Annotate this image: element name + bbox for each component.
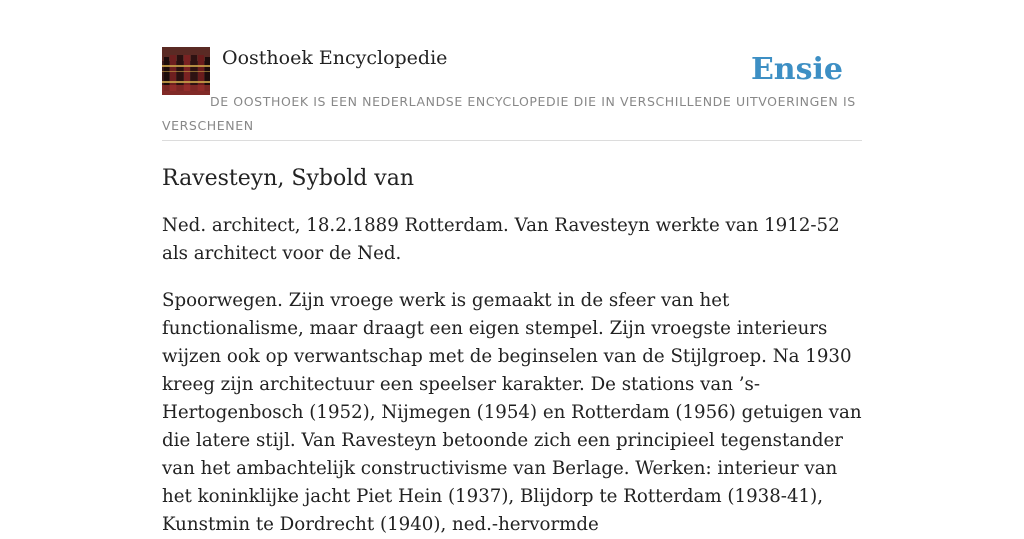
article (162, 160, 867, 539)
source-description: DE OOSTHOEK IS EEN NEDERLANDSE ENCYCLOPEDIE DIE IN VERSCHILLENDE UITVOERINGEN IS VERSCHENEN (162, 94, 856, 133)
source-header (162, 46, 862, 141)
encyclopedia-books-icon (162, 47, 210, 95)
article-paragraph: Ned. architect, 18.2.1889 Rotterdam. Van Ravesteyn werkte van 1912-52 als architect voor de Ned. (162, 215, 840, 264)
article-title: Ravesteyn, Sybold van (162, 166, 415, 191)
article-paragraph: Spoorwegen. Zijn vroege werk is gemaakt in de sfeer van het functionalisme, maar draagt een eigen stempel. Zijn vroegste interieurs wijzen ook op verwantschap met de beginselen van de Stijlgroep. Na 1930 kreeg zijn architectuur een speelser karakter. De stations van ’s-Hertogenbosch (1952), Nijmegen (1954) en Rotterdam (1956) getuigen van die latere stijl. Van Ravesteyn betoonde zich een principieel tegenstander van het ambachtelijk constructivisme van Berlage. Werken: interieur van het koninklijke jacht Piet Hein (1937), Blijdorp te Rotterdam (1938-41), Kunstmin te Dordrecht (1940), ned.-hervormde (162, 290, 862, 535)
source-title[interactable]: Oosthoek Encyclopedie (222, 47, 448, 69)
brand-logo[interactable]: Ensie (750, 52, 843, 87)
source-avatar[interactable] (162, 47, 210, 95)
